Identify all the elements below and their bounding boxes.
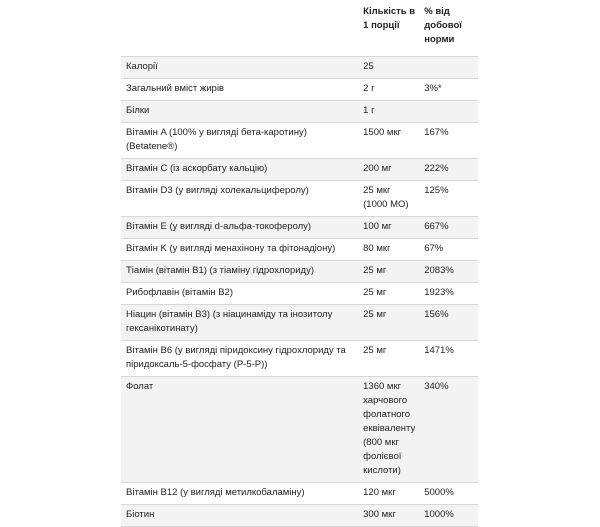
table-row	[121, 483, 478, 505]
nutrient-daily-value: 125%	[419, 181, 478, 217]
nutrient-name: Тіамін (вітамін B1) (з тіаміну гідрохлориду)	[121, 261, 358, 283]
nutrient-daily-value	[419, 101, 478, 123]
nutrient-daily-value: 67%	[419, 239, 478, 261]
nutrient-name: Рибофлавін (вітамін B2)	[121, 283, 358, 305]
header-daily-value: % від добової норми	[419, 0, 478, 57]
nutrient-amount: 120 мкг	[358, 483, 419, 505]
table-row	[121, 181, 478, 217]
nutrient-daily-value: 5000%	[419, 483, 478, 505]
table-row	[121, 101, 478, 123]
nutrient-name: Біотин	[121, 505, 358, 527]
nutrient-daily-value: 1000%	[419, 505, 478, 527]
nutrient-amount: 100 мг	[358, 217, 419, 239]
nutrient-name: Вітамін E (у вигляді d-альфа-токоферолу)	[121, 217, 358, 239]
nutrient-daily-value: 222%	[419, 159, 478, 181]
nutrient-daily-value: 340%	[419, 377, 478, 483]
nutrient-amount: 300 мкг	[358, 505, 419, 527]
nutrient-amount: 25 мг	[358, 305, 419, 341]
table-row	[121, 217, 478, 239]
nutrient-name: Вітамін K (у вигляді менахінону та фітонадіону)	[121, 239, 358, 261]
table-row	[121, 57, 478, 79]
nutrient-name: Фолат	[121, 377, 358, 483]
nutrient-daily-value: 1923%	[419, 283, 478, 305]
nutrient-name: Вітамін B12 (у вигляді метилкобаламіну)	[121, 483, 358, 505]
table-row	[121, 283, 478, 305]
header-amount: Кількість в 1 порції	[358, 0, 419, 57]
table-row	[121, 79, 478, 101]
table-row	[121, 239, 478, 261]
nutrition-table	[121, 0, 478, 527]
nutrient-daily-value: 167%	[419, 123, 478, 159]
nutrient-amount: 1500 мкг	[358, 123, 419, 159]
nutrient-amount: 1360 мкг харчового фолатного еквіваленту (800 мкг фолієвої кислоти)	[358, 377, 419, 483]
nutrient-name: Вітамін C (із аскорбату кальцію)	[121, 159, 358, 181]
nutrient-daily-value: 667%	[419, 217, 478, 239]
table-row	[121, 377, 478, 483]
nutrient-name: Ніацин (вітамін B3) (з ніацинаміду та інозитолу гексанікотинату)	[121, 305, 358, 341]
nutrient-name: Вітамін D3 (у вигляді холекальциферолу)	[121, 181, 358, 217]
nutrient-name: Калорії	[121, 57, 358, 79]
nutrient-amount: 80 мкг	[358, 239, 419, 261]
table-row	[121, 505, 478, 527]
table-row	[121, 159, 478, 181]
nutrient-amount: 25 мг	[358, 283, 419, 305]
table-row	[121, 261, 478, 283]
nutrient-amount: 2 г	[358, 79, 419, 101]
nutrient-name: Вітамін A (100% у вигляді бета-каротину) (Betatene®)	[121, 123, 358, 159]
nutrient-amount: 25 мг	[358, 261, 419, 283]
header-nutrient	[121, 0, 358, 57]
nutrient-daily-value: 1471%	[419, 341, 478, 377]
nutrient-name: Загальний вміст жирів	[121, 79, 358, 101]
nutrient-amount: 25	[358, 57, 419, 79]
table-row	[121, 341, 478, 377]
nutrient-daily-value	[419, 57, 478, 79]
nutrient-amount: 25 мкг (1000 МО)	[358, 181, 419, 217]
nutrient-name: Білки	[121, 101, 358, 123]
nutrient-name: Вітамін B6 (у вигляді піридоксину гідрохлориду та піридоксаль-5-фосфату (P-5-P))	[121, 341, 358, 377]
nutrient-daily-value: 3%*	[419, 79, 478, 101]
nutrient-amount: 25 мг	[358, 341, 419, 377]
table-header-row	[121, 0, 478, 57]
table-row	[121, 123, 478, 159]
table-row	[121, 305, 478, 341]
nutrient-amount: 200 мг	[358, 159, 419, 181]
nutrient-amount: 1 г	[358, 101, 419, 123]
nutrient-daily-value: 156%	[419, 305, 478, 341]
nutrient-daily-value: 2083%	[419, 261, 478, 283]
